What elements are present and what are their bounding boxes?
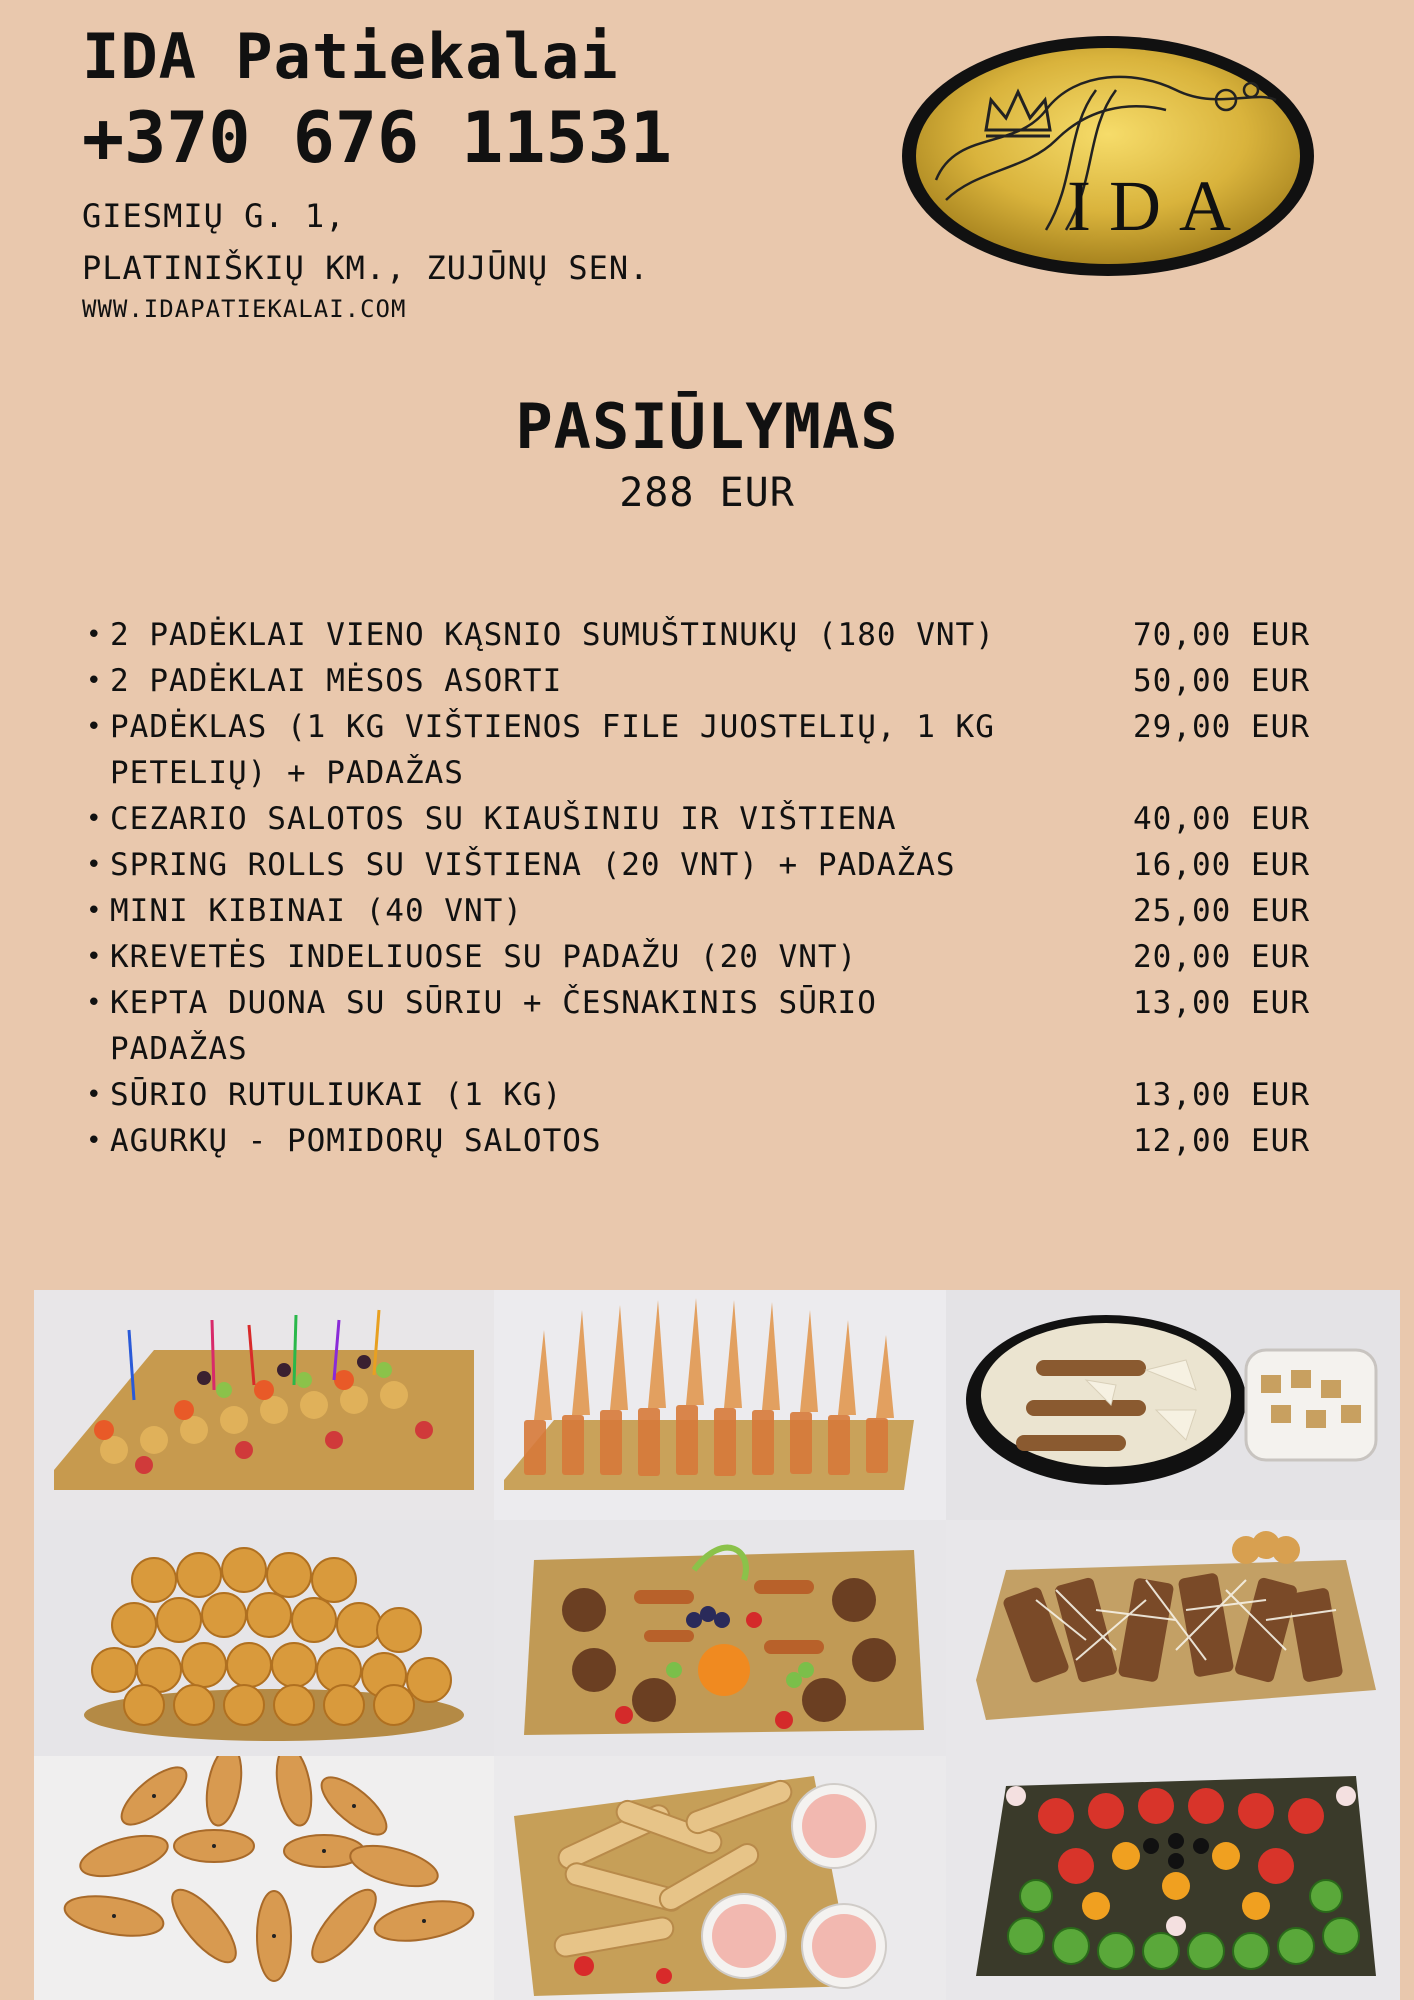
menu-item-price: 25,00 EUR <box>1133 893 1310 929</box>
menu-item-name: • PADĖKLAS (1 KG VIŠTIENOS FILE JUOSTELIŲ, 1 KG PETELIŲ) + PADAŽAS <box>110 709 995 791</box>
address <box>82 190 672 294</box>
phone-number[interactable]: +370 676 11531 <box>82 97 673 179</box>
ida-logo <box>896 30 1320 282</box>
menu-item <box>110 980 1310 1072</box>
spring-rolls-photo <box>494 1756 946 2000</box>
shrimp-cups-photo <box>494 1290 946 1520</box>
fried-bread-cheese-photo <box>946 1520 1400 1756</box>
menu-item-name: • SŪRIO RUTULIUKAI (1 KG) <box>110 1077 563 1113</box>
menu-item-name: • CEZARIO SALOTOS SU KIAUŠINIU IR VIŠTIENA <box>110 801 897 837</box>
menu-item <box>110 704 1310 796</box>
logo-text: IDA <box>1067 166 1249 246</box>
menu-item <box>110 658 1310 704</box>
brand-name: IDA Patiekalai <box>82 20 619 93</box>
caesar-salad-photo <box>946 1290 1400 1520</box>
address-line-2: PLATINIŠKIŲ KM., ZUJŪNŲ SEN. <box>82 249 650 287</box>
mini-kibinai-photo <box>34 1756 494 2000</box>
menu-item-price: 13,00 EUR <box>1133 1077 1310 1113</box>
menu-item-price: 20,00 EUR <box>1133 939 1310 975</box>
menu-item-price: 29,00 EUR <box>1133 709 1310 745</box>
header <box>82 18 672 324</box>
menu-item-name: • KREVETĖS INDELIUOSE SU PADAŽU (20 VNT) <box>110 939 858 975</box>
menu-item <box>110 842 1310 888</box>
menu-item-name: • SPRING ROLLS SU VIŠTIENA (20 VNT) + PADAŽAS <box>110 847 956 883</box>
menu-item-name: • AGURKŲ - POMIDORŲ SALOTOS <box>110 1123 602 1159</box>
menu-item-name: • MINI KIBINAI (40 VNT) <box>110 893 523 929</box>
offer-total-price: 288 EUR <box>619 470 795 516</box>
menu-item <box>110 934 1310 980</box>
canape-platter-photo <box>34 1290 494 1520</box>
cheese-balls-photo <box>34 1520 494 1756</box>
menu-item-name: • 2 PADĖKLAI MĖSOS ASORTI <box>110 663 563 699</box>
menu-item <box>110 796 1310 842</box>
menu-item-name: • 2 PADĖKLAI VIENO KĄSNIO SUMUŠTINUKŲ (180 VNT) <box>110 617 995 653</box>
menu-item-price: 40,00 EUR <box>1133 801 1310 837</box>
address-line-1: GIESMIŲ G. 1, <box>82 197 346 235</box>
offer-title: PASIŪLYMAS <box>515 390 899 463</box>
meat-platter-photo <box>494 1520 946 1756</box>
menu-item-name: • KEPTA DUONA SU SŪRIU + ČESNAKINIS SŪRIO PADAŽAS <box>110 985 877 1067</box>
menu-item-price: 50,00 EUR <box>1133 663 1310 699</box>
menu-item-price: 13,00 EUR <box>1133 985 1310 1021</box>
menu-item-price: 16,00 EUR <box>1133 847 1310 883</box>
website-link[interactable]: WWW.IDAPATIEKALAI.COM <box>82 295 407 323</box>
menu-item <box>110 612 1310 658</box>
menu-item <box>110 1072 1310 1118</box>
menu-item-price: 70,00 EUR <box>1133 617 1310 653</box>
cucumber-tomato-salad-photo <box>946 1756 1400 2000</box>
food-photo-gallery <box>34 1290 1400 2000</box>
menu-item <box>110 888 1310 934</box>
menu-item-price: 12,00 EUR <box>1133 1123 1310 1159</box>
menu-item <box>110 1118 1310 1164</box>
menu-list <box>110 612 1310 1164</box>
